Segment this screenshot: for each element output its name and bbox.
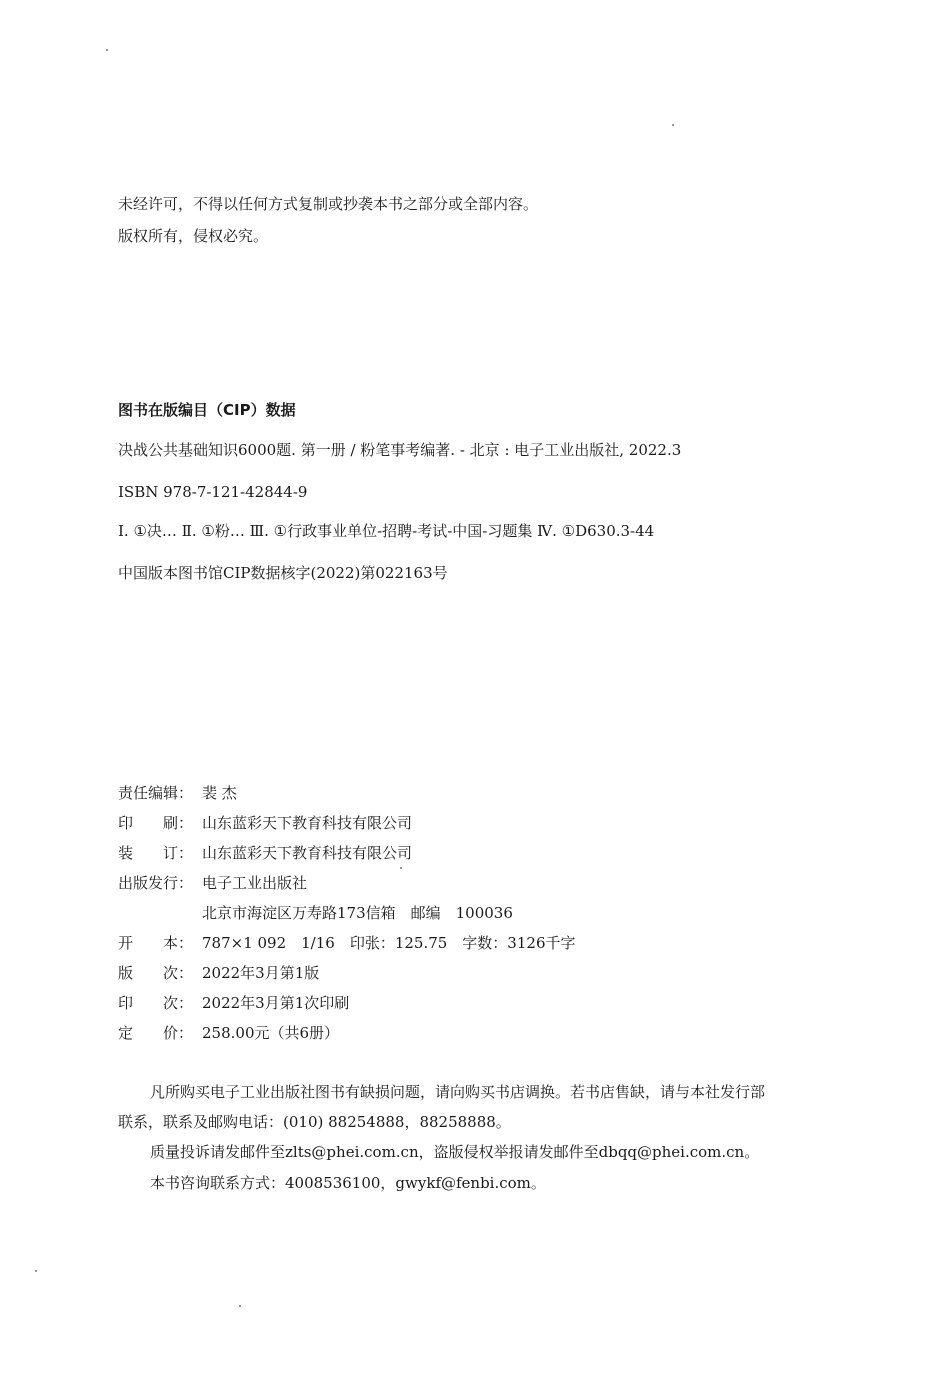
cip-entry: 决战公共基础知识6000题. 第一册 / 粉笔事考编著. - 北京 : 电子工业出版社, 2022.3 — [118, 441, 682, 459]
cip-record-number: 中国版本图书馆CIP数据核字(2022)第022163号 — [118, 564, 448, 582]
scan-speck — [672, 124, 674, 126]
scan-speck — [106, 49, 108, 51]
colophon-label: 印 次： — [118, 994, 194, 1012]
scan-speck — [239, 1305, 241, 1307]
inquiry-contact: 本书咨询联系方式：4008536100，gwykf@fenbi.com。 — [150, 1174, 546, 1192]
colophon-value: 山东蓝彩天下教育科技有限公司 — [202, 844, 413, 862]
returns-policy-line-1: 凡所购买电子工业出版社图书有缺损问题，请向购买书店调换。若书店售缺，请与本社发行部 — [150, 1083, 766, 1101]
colophon-value: 山东蓝彩天下教育科技有限公司 — [202, 814, 413, 832]
cip-heading: 图书在版编目（CIP）数据 — [118, 401, 296, 419]
complaint-contact: 质量投诉请发邮件至zlts@phei.com.cn，盗版侵权举报请发邮件至dbqq@phei.com.cn。 — [150, 1143, 760, 1161]
scan-speck — [35, 1270, 37, 1272]
copyright-notice-line-2: 版权所有，侵权必究。 — [118, 227, 269, 245]
colophon-value: 2022年3月第1次印刷 — [202, 994, 350, 1012]
colophon-label: 装 订： — [118, 844, 194, 862]
colophon-value: 258.00元（共6册） — [202, 1024, 340, 1042]
colophon-label: 版 次： — [118, 964, 194, 982]
cip-subjects: Ⅰ. ①决… Ⅱ. ①粉… Ⅲ. ①行政事业单位-招聘-考试-中国-习题集 Ⅳ. ①D630.3-44 — [118, 522, 655, 540]
colophon-value: 裴 杰 — [202, 784, 237, 802]
colophon-label: 出版发行： — [118, 874, 194, 892]
returns-policy-line-2: 联系，联系及邮购电话：(010) 88254888，88258888。 — [118, 1113, 511, 1131]
scan-speck — [400, 867, 402, 869]
copyright-notice-line-1: 未经许可，不得以任何方式复制或抄袭本书之部分或全部内容。 — [118, 195, 539, 213]
colophon-label: 定 价： — [118, 1024, 194, 1042]
colophon-value: 北京市海淀区万寿路173信箱 邮编 100036 — [202, 904, 513, 922]
colophon-value: 电子工业出版社 — [202, 874, 308, 892]
colophon-label: 责任编辑： — [118, 784, 194, 802]
colophon-label: 开 本： — [118, 934, 194, 952]
colophon-value: 787×1 092 1/16 印张：125.75 字数：3126千字 — [202, 934, 576, 952]
cip-isbn: ISBN 978-7-121-42844-9 — [118, 483, 308, 501]
colophon-label: 印 刷： — [118, 814, 194, 832]
colophon-value: 2022年3月第1版 — [202, 964, 320, 982]
